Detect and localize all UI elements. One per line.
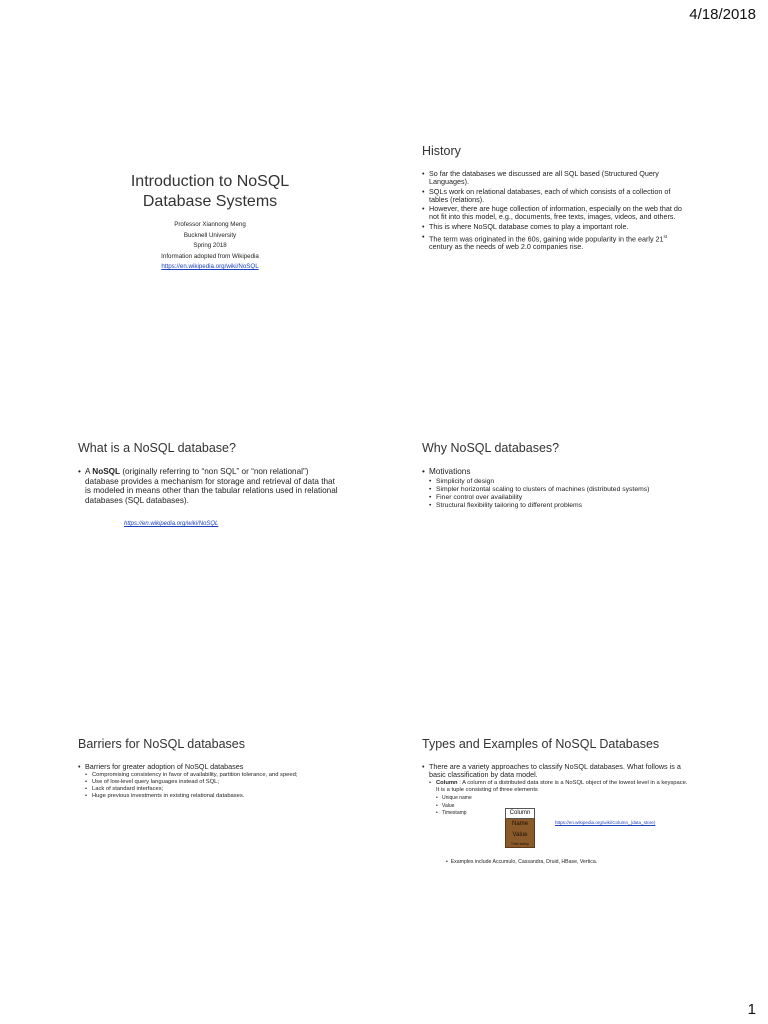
- sub-list-item: • Compromising consistency in favor of availability, partition tolerance, and speed;: [85, 772, 340, 779]
- list-item: • So far the databases we discussed are all SQL based (Structured Query Languages).: [422, 170, 684, 186]
- list-item: [422, 233, 684, 252]
- slide-types-examples: [422, 737, 690, 937]
- sub-list-item: • Use of low-level query languages instead of SQL;: [85, 779, 340, 786]
- slide-history: [422, 144, 684, 344]
- element-list: [436, 795, 496, 818]
- superscript: st: [663, 233, 668, 239]
- presentation-title: [60, 172, 360, 212]
- list-item: [422, 763, 690, 818]
- list-item: [78, 467, 340, 505]
- bold-term: NoSQL: [92, 467, 121, 476]
- sub-list-item: • Huge previous investments in existing relational databases.: [85, 793, 340, 800]
- sub-list-item: • Structural flexibility tailoring to different problems: [429, 502, 684, 510]
- wikipedia-link[interactable]: https://en.wikipedia.org/wiki/NoSQL: [124, 521, 219, 528]
- sub-list-item: [429, 780, 690, 818]
- bullet-glyph: •: [446, 859, 451, 865]
- element-item: • Unique name: [436, 795, 496, 803]
- sub-list-item: • Simpler horizontal scaling to clusters of machines (distributed systems): [429, 486, 684, 494]
- university: Bucknell University: [183, 231, 237, 239]
- sub-list-item: • Finer control over availability: [429, 494, 684, 502]
- bullet-text: century as the needs of web 2.0 companies rise.: [429, 242, 584, 252]
- list-item: • This is where NoSQL database comes to play a important role.: [422, 223, 684, 231]
- column-value-cell: Value: [505, 830, 535, 841]
- slide-heading: What is a NoSQL database?: [78, 441, 236, 455]
- list-item: [78, 763, 340, 800]
- bullet-list: [78, 467, 340, 505]
- list-item: • SQLs work on relational databases, each of which consists of a collection of tables (relations).: [422, 188, 684, 204]
- bullet-text: There are a variety approaches to classify NoSQL databases. What follows is a basic classification by data model.: [429, 762, 681, 780]
- column-timestamp-cell: Time stamp: [505, 841, 535, 848]
- column-header: Column: [505, 808, 535, 819]
- bullet-list: [422, 763, 690, 818]
- author: Professor Xiannong Meng: [174, 221, 246, 228]
- slide-heading: Types and Examples of NoSQL Databases: [422, 737, 660, 751]
- bullet-text: : A column of a distributed data store is a NoSQL object of the lowest level in a keyspace. It is a tuple consisting of three elements: [436, 780, 688, 794]
- bold-term: Column: [436, 780, 458, 787]
- title-line-1: Introduction to NoSQL: [130, 173, 290, 190]
- slide-heading: Barriers for NoSQL databases: [78, 737, 245, 751]
- slide-barriers: [78, 737, 340, 937]
- slide-what-is-nosql: [78, 441, 340, 641]
- sub-list: [429, 478, 684, 510]
- slide-heading: History: [422, 144, 461, 158]
- sub-list-item: • Lack of standard interfaces;: [85, 786, 340, 793]
- examples-item: [446, 859, 597, 865]
- bullet-text: A: [85, 467, 93, 476]
- column-name-cell: Name: [505, 819, 535, 830]
- slide-title: [60, 172, 360, 372]
- page-number: 1: [747, 1001, 756, 1018]
- bullet-text: Barriers for greater adoption of NoSQL databases: [85, 762, 244, 771]
- title-line-2: Database Systems: [142, 193, 278, 210]
- sub-list-item: • Simplicity of design: [429, 478, 684, 486]
- bullet-list: [422, 467, 684, 510]
- term: Spring 2018: [193, 242, 227, 249]
- list-item: [422, 467, 684, 510]
- source-note: Information adopted from Wikipedia: [161, 252, 259, 260]
- wikipedia-link[interactable]: https://en.wikipedia.org/wiki/NoSQL: [161, 263, 259, 270]
- bullet-text: (originally referring to “non SQL” or “non relational”) database provides a mechanism for storage and retrieval of data that is modeled in means other than the tabular relations used in relational databases (SQL databases).: [85, 467, 338, 505]
- list-item: • However, there are huge collection of information, especially on the web that do not fit into this model, e.g., documents, free texts, images, videos, and others.: [422, 205, 684, 221]
- column-diagram: [505, 808, 535, 848]
- element-item: • Timestamp: [436, 810, 496, 818]
- column-data-store-link[interactable]: https://en.wikipedia.org/wiki/Column_(data_store): [555, 820, 656, 825]
- examples-text: Examples include Accumulo, Cassandra, Druid, HBase, Vertica.: [450, 859, 598, 865]
- element-item: • Value: [436, 803, 496, 811]
- print-date: 4/18/2018: [689, 6, 756, 23]
- bullet-text: Motivations: [429, 467, 471, 476]
- slide-heading: Why NoSQL databases?: [422, 441, 560, 455]
- slide-why-nosql: [422, 441, 684, 641]
- sub-list: [429, 780, 690, 818]
- sub-list: [85, 772, 340, 800]
- bullet-text: The term was originated in the 60s, gaining wide popularity in the early 21: [429, 234, 664, 244]
- bullet-list: [422, 170, 684, 251]
- bullet-list: [78, 763, 340, 800]
